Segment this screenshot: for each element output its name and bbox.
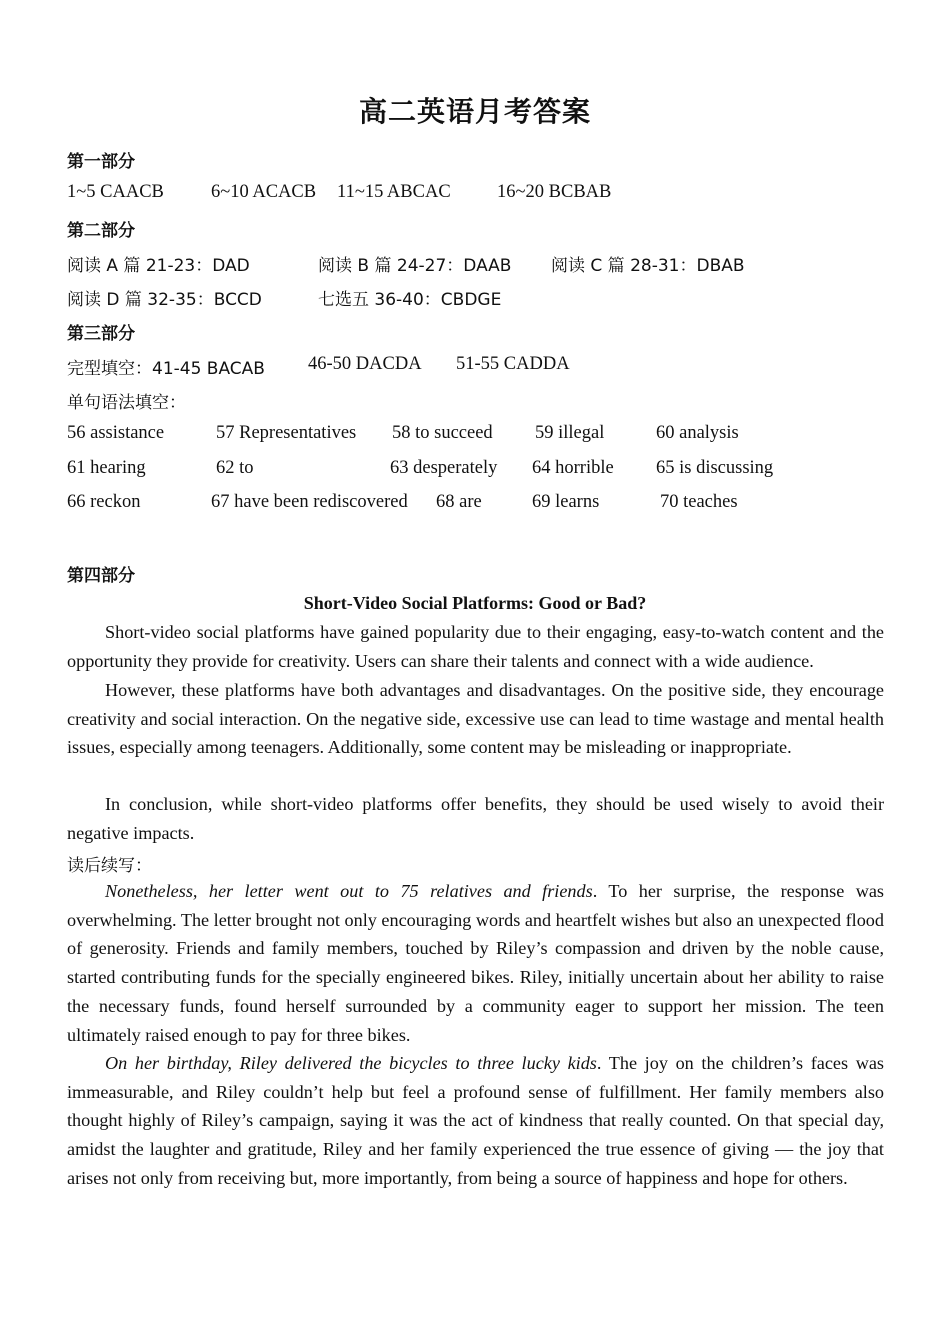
answer-group: 16~20 BCBAB: [497, 182, 612, 202]
grammar-answer: 59 illegal: [535, 423, 605, 443]
reading-answer: 阅读 A 篇 21-23：DAD: [67, 256, 250, 276]
grammar-answer: 64 horrible: [532, 458, 614, 478]
grammar-answer: 62 to: [216, 458, 254, 478]
paragraph-lead-sentence: Nonetheless, her letter went out to 75 relatives and friends: [105, 881, 593, 901]
part1-heading: 第一部分: [67, 152, 135, 172]
paragraph-body: . The joy on the children’s faces was immeasurable, and Riley couldn’t help but feel a profound sense of fulfillment. Her family members also thought highly of Riley’s campaign, saying it was the act of kindness that really counted. On that special day, amidst the laughter and gratitude, Riley and her family experienced the true essence of giving — the joy that arises not only from receiving but, more importantly, from being a source of happiness and hope for others.: [67, 1053, 884, 1188]
essay-paragraph: In conclusion, while short-video platforms offer benefits, they should be used wisely to avoid their negative impacts.: [67, 794, 884, 843]
grammar-answer: 66 reckon: [67, 492, 141, 512]
grammar-answer: 61 hearing: [67, 458, 146, 478]
grammar-answer: 57 Representatives: [216, 423, 357, 443]
cloze-answer: 51-55 CADDA: [456, 354, 570, 374]
grammar-answer: 58 to succeed: [392, 423, 493, 443]
continuation-paragraph: [67, 1049, 884, 1193]
page-title: 高二英语月考答案: [358, 95, 591, 128]
grammar-answer: 67 have been rediscovered: [211, 492, 408, 512]
answer-group: 11~15 ABCAC: [337, 182, 451, 202]
cloze-answer: 完型填空：41-45 BACAB: [67, 359, 265, 379]
part2-heading: 第二部分: [67, 221, 135, 241]
reading-answer: 阅读 C 篇 28-31：DBAB: [551, 256, 745, 276]
grammar-answer: 63 desperately: [390, 458, 498, 478]
grammar-answer: 60 analysis: [656, 423, 739, 443]
continuation-paragraph: [67, 877, 884, 1049]
answer-group: 1~5 CAACB: [67, 182, 164, 202]
grammar-answer: 65 is discussing: [656, 458, 774, 478]
reading-answer: 阅读 B 篇 24-27：DAAB: [318, 256, 512, 276]
reading-answer: 七选五 36-40：CBDGE: [318, 290, 502, 310]
part4-heading: 第四部分: [67, 566, 135, 586]
answer-group: 6~10 ACACB: [211, 182, 317, 202]
part3-heading: 第三部分: [67, 324, 135, 344]
paragraph-body: . To her surprise, the response was overwhelming. The letter brought not only encouraging words and heartfelt wishes but also an unexpected flood of generosity. Friends and family members, touched by Riley’s compassion and driven by the noble cause, started contributing funds for the specially engineered bikes. Riley, initially uncertain about her ability to raise the necessary funds, found herself surrounded by a community eager to support her mission. The teen ultimately raised enough to pay for three bikes.: [67, 881, 884, 1045]
grammar-answer: 70 teaches: [660, 492, 738, 512]
reading-answer: 阅读 D 篇 32-35：BCCD: [67, 290, 262, 310]
cloze-answer: 46-50 DACDA: [308, 354, 422, 374]
grammar-answer: 56 assistance: [67, 423, 165, 443]
grammar-answer: 68 are: [436, 492, 482, 512]
grammar-answer: 69 learns: [532, 492, 600, 512]
essay-paragraph: However, these platforms have both advantages and disadvantages. On the positive side, they encourage creativity and social interaction. On the negative side, excessive use can lead to time wastage and mental health issues, especially among teenagers. Additionally, some content may be misleading or inappropriate.: [67, 680, 884, 758]
essay-title: Short-Video Social Platforms: Good or Bad?: [303, 593, 647, 613]
grammar-label: 单句语法填空：: [67, 393, 186, 413]
essay-paragraph: Short-video social platforms have gained popularity due to their engaging, easy-to-watch content and the opportunity they provide for creativity. Users can share their talents and connect with a wide audience.: [67, 622, 884, 671]
paragraph-lead-sentence: On her birthday, Riley delivered the bicycles to three lucky kids: [105, 1053, 597, 1073]
continuation-label: 读后续写：: [67, 856, 152, 876]
